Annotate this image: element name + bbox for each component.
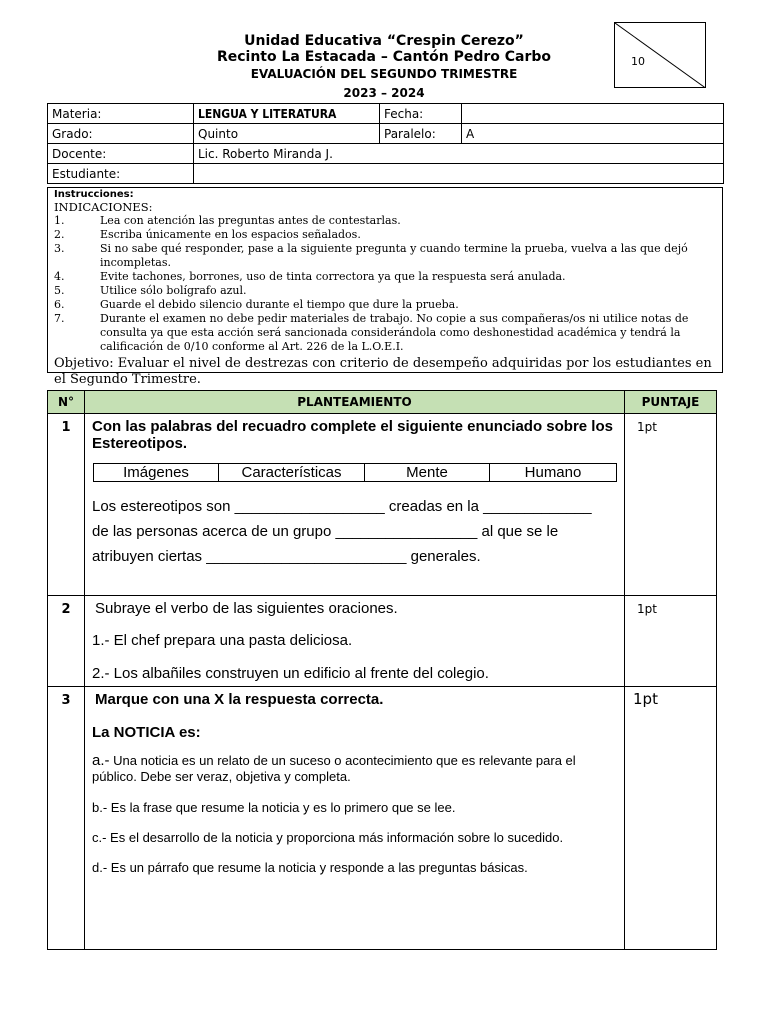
question-row-3: [48, 687, 717, 950]
word-box-item: Imágenes: [94, 464, 219, 482]
question-3-score: 1pt: [625, 687, 717, 950]
fill-line[interactable]: atribuyen ciertas ________________________ generales.: [92, 548, 481, 565]
materia-label: Materia:: [48, 104, 194, 124]
col-header-planteamiento: PLANTEAMIENTO: [85, 391, 625, 414]
word-box-item: Características: [219, 464, 365, 482]
exam-title: EVALUACIÓN DEL SEGUNDO TRIMESTRE: [250, 67, 518, 81]
question-1-score: 1pt: [625, 414, 717, 596]
question-2-prompt: Subraye el verbo de las siguientes oraciones.: [95, 600, 398, 617]
grade-box: [614, 22, 706, 88]
option-a[interactable]: a.- Una noticia es un relato de un suceso o acontecimiento que es relevante para el público. Debe ser veraz, objetiva y completa.: [92, 752, 576, 784]
question-2-content: [85, 596, 625, 687]
fill-line[interactable]: Los estereotipos son __________________ creadas en la _____________: [92, 498, 592, 515]
grado-label: Grado:: [48, 124, 194, 144]
paralelo-value: A: [462, 124, 724, 144]
instruction-item: 4. Evite tachones, borrones, uso de tinta correctora ya que la respuesta será anulada.: [54, 270, 566, 283]
fill-line[interactable]: de las personas acerca de un grupo _________________ al que se le: [92, 523, 559, 540]
question-3-content: [85, 687, 625, 950]
instructions-subtitle: INDICACIONES:: [54, 200, 153, 214]
instruction-item: 7. Durante el examen no debe pedir materiales de trabajo. No copie a sus compañeras/os ni utilice notas de consulta ya que esta acción será sancionada considerándola como deshonestidad académica y tendrá la calificación de 0/10 conforme al Art. 226 de la L.O.E.I.: [54, 312, 689, 353]
grade-score: 10: [631, 55, 645, 68]
question-1-prompt: Con las palabras del recuadro complete el siguiente enunciado sobre los Estereotipos.: [92, 418, 613, 452]
instruction-item: 6. Guarde el debido silencio durante el tiempo que dure la prueba.: [54, 298, 459, 311]
instructions-title: Instrucciones:: [54, 189, 134, 200]
fecha-label: Fecha:: [380, 104, 462, 124]
instruction-item: 3. Si no sabe qué responder, pase a la siguiente pregunta y cuando termine la prueba, vuelva a las que dejó incompletas.: [54, 242, 688, 269]
grade-box-diagonal: [615, 23, 706, 88]
question-row-1: [48, 414, 717, 596]
word-box: [93, 463, 617, 482]
word-box-item: Mente: [365, 464, 490, 482]
campus-name: Recinto La Estacada – Cantón Pedro Carbo: [216, 49, 552, 65]
fecha-field[interactable]: [462, 104, 724, 124]
paralelo-label: Paralelo:: [380, 124, 462, 144]
question-number: 1: [48, 414, 85, 596]
question-2-score: 1pt: [625, 596, 717, 687]
instruction-item: 5. Utilice sólo bolígrafo azul.: [54, 284, 247, 297]
questions-table: [47, 390, 717, 950]
instruction-item: 2. Escriba únicamente en los espacios señalados.: [54, 228, 361, 241]
question-3-prompt: Marque con una X la respuesta correcta.: [95, 691, 384, 708]
question-row-2: [48, 596, 717, 687]
option-c[interactable]: c.- Es el desarrollo de la noticia y proporciona más información sobre lo sucedido.: [92, 830, 564, 845]
question-1-content: [85, 414, 625, 596]
question-3-subtitle: La NOTICIA es:: [92, 724, 201, 741]
instructions-list: [54, 214, 716, 354]
fill-in-statement: [92, 494, 618, 569]
option-d[interactable]: d.- Es un párrafo que resume la noticia y responde a las preguntas básicas.: [92, 860, 528, 875]
school-name: Unidad Educativa “Crespin Cerezo”: [244, 33, 524, 49]
materia-value: LENGUA Y LITERATURA: [194, 104, 380, 124]
instruction-item: 1. Lea con atención las preguntas antes de contestarlas.: [54, 214, 401, 227]
sentence-2[interactable]: 2.- Los albañiles construyen un edificio al frente del colegio.: [92, 665, 489, 682]
instructions-box: [47, 187, 723, 387]
school-year: 2023 – 2024: [343, 86, 425, 100]
sentence-1[interactable]: 1.- El chef prepara una pasta deliciosa.: [92, 632, 353, 649]
docente-label: Docente:: [48, 144, 194, 164]
col-header-no: N°: [48, 391, 85, 414]
question-number: 3: [48, 687, 85, 950]
word-box-item: Humano: [490, 464, 617, 482]
question-number: 2: [48, 596, 85, 687]
option-b[interactable]: b.- Es la frase que resume la noticia y es lo primero que se lee.: [92, 800, 456, 815]
objective-text: Objetivo: Evaluar el nivel de destrezas con criterio de desempeño adquiridas por los estudiantes en el Segundo Trimestre.: [54, 356, 712, 387]
docente-value: Lic. Roberto Miranda J.: [194, 144, 724, 164]
estudiante-field[interactable]: [194, 164, 724, 184]
estudiante-label: Estudiante:: [48, 164, 194, 184]
grado-value: Quinto: [194, 124, 380, 144]
col-header-puntaje: PUNTAJE: [625, 391, 717, 414]
info-table: [47, 103, 724, 184]
